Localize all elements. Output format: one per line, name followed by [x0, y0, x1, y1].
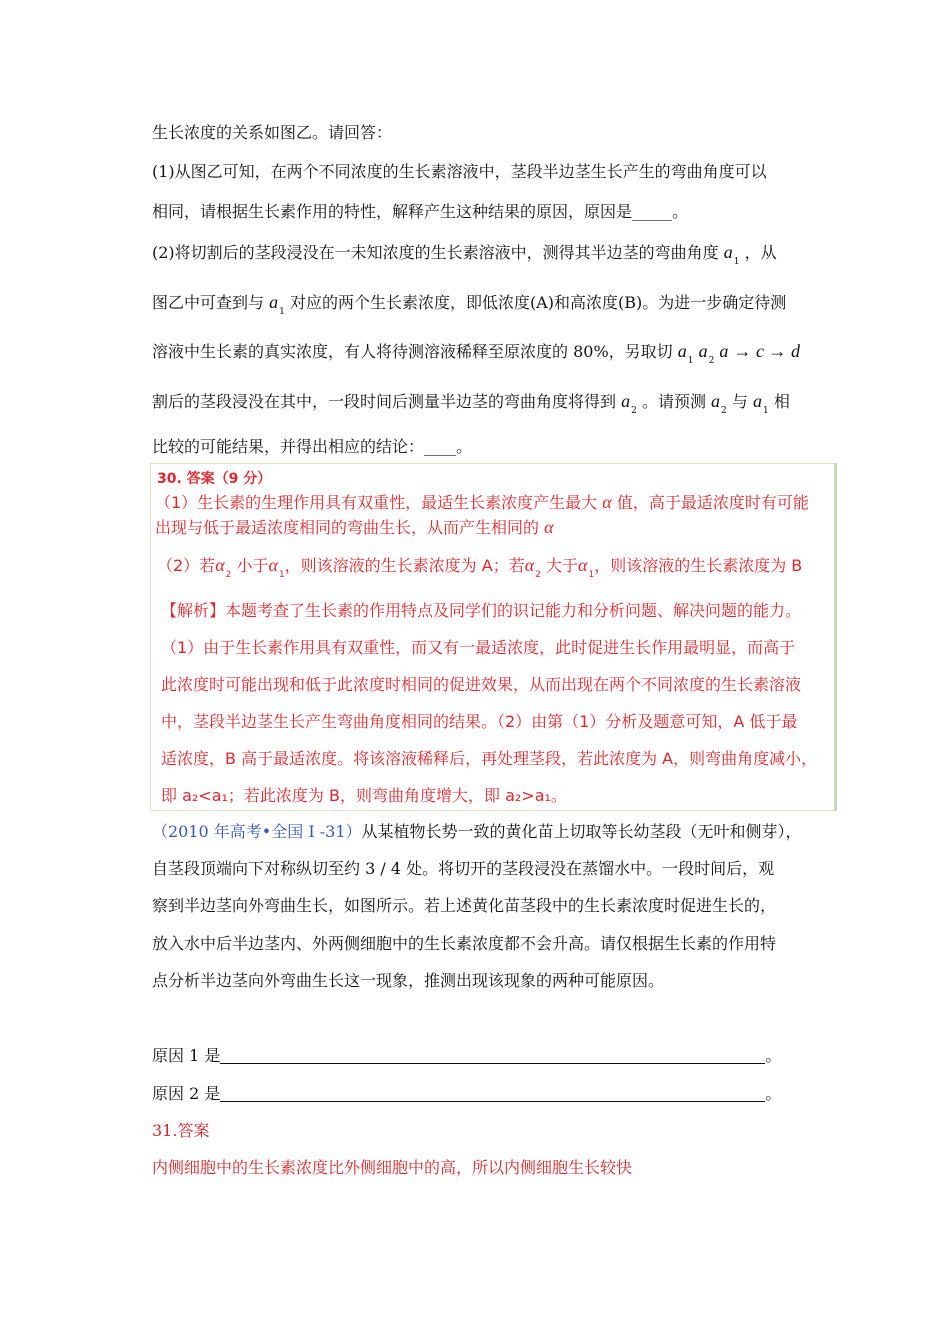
q30-line-3: 相同，请根据生长素作用的特性，解释产生这种结果的原因，原因是_____。 [152, 202, 689, 221]
q31-line-1: （2010 年高考•全国 I -31）从某植物长势一致的黄化苗上切取等长幼茎段（无叶和侧芽）， [152, 822, 802, 841]
analysis-line-3: 此浓度时可能出现和低于此浓度时相同的促进效果，从而出现在两个不同浓度的生长素溶液 [161, 675, 802, 694]
q31-line-4: 放入水中后半边茎内、外两侧细胞中的生长素浓度都不会升高。请仅根据生长素的作用特 [152, 934, 777, 953]
q31-line-3: 察到半边茎向外弯曲生长，如图所示。若上述黄化苗茎段中的生长素浓度时促进生长的， [152, 896, 777, 915]
analysis-line-4: 中，茎段半边茎生长产生弯曲角度相同的结果。（2）由第（1）分析及题意可知，A 低于最 [161, 712, 798, 731]
answer-30-part1-line2: 出现与低于最适浓度相同的弯曲生长，从而产生相同的 α [155, 517, 554, 537]
q30-line-5: 图乙中可查到与 $a_1$ 对应的两个生长素浓度，即低浓度(A)和高浓度(B)。为进一步确定待测 [152, 292, 787, 317]
analysis-line-2: （1）由于生长素作用具有双重性，而又有一最适浓度，此时促进生长作用最明显，而高于 [161, 638, 796, 657]
q31-source: （2010 年高考•全国 I -31） [152, 822, 362, 841]
answer-30-box [150, 463, 837, 811]
answer-30-part1-line1: （1）生长素的生理作用具有双重性，最适生长素浓度产生最大 α 值，高于最适浓度时有可能 [155, 492, 809, 512]
q30-line-6: 溶液中生长素的真实浓度，有人将待测溶液稀释至原浓度的 80%，另取切 $a_1$ $a_2$ a → c → d [152, 341, 800, 366]
analysis-line-1: 【解析】本题考查了生长素的作用特点及同学们的识记能力和分析问题、解决问题的能力。 [161, 601, 802, 620]
q30-line-8: 比较的可能结果，并得出相应的结论：____。 [152, 437, 473, 456]
reason-1-line: 原因 1 是 。 [152, 1046, 782, 1065]
reason-1-blank[interactable] [220, 1049, 765, 1064]
q30-line-2: (1)从图乙可知，在两个不同浓度的生长素溶液中，茎段半边茎生长产生的弯曲角度可以 [152, 162, 767, 181]
answer-30-title: 30. 答案（9 分） [157, 471, 272, 487]
answer-31-text: 内侧细胞中的生长素浓度比外侧细胞中的高，所以内侧细胞生长较快 [152, 1158, 633, 1177]
alpha-symbol: a [723, 242, 733, 262]
q30-line-4: (2)将切割后的茎段浸没在一未知浓度的生长素溶液中，测得其半边茎的弯曲角度 $a_1$ ，从 [152, 242, 777, 267]
q31-line-2: 自茎段顶端向下对称纵切至约 3 / 4 处。将切开的茎段浸没在蒸馏水中。一段时间后，观 [152, 859, 775, 878]
analysis-line-6: 即 a₂<a₁；若此浓度为 B，则弯曲角度增大，即 a₂>a₁。 [161, 786, 567, 805]
reason-2-blank[interactable] [220, 1087, 765, 1102]
answer-30-part2: （2）若$\alpha_2$ 小于$\alpha_1$，则该溶液的生长素浓度为 A；若$\alpha_2$ 大于$\alpha_1$，则该溶液的生长素浓度为 B [157, 555, 803, 580]
reason-2-line: 原因 2 是 。 [152, 1084, 782, 1103]
q31-line-5: 点分析半边茎向外弯曲生长这一现象，推测出现该现象的两种可能原因。 [152, 971, 665, 990]
q30-line-7: 割后的茎段浸没在其中，一段时间后测量半边茎的弯曲角度将得到 $a_2$ 。请预测 $a_2$ 与 $a_1$ 相 [152, 391, 790, 416]
answer-31-title: 31.答案 [152, 1121, 210, 1140]
q30-line-1: 生长浓度的关系如图乙。请回答： [152, 123, 393, 142]
analysis-line-5: 适浓度，B 高于最适浓度。将该溶液稀释后，再处理茎段，若此浓度为 A，则弯曲角度减小， [161, 749, 818, 768]
